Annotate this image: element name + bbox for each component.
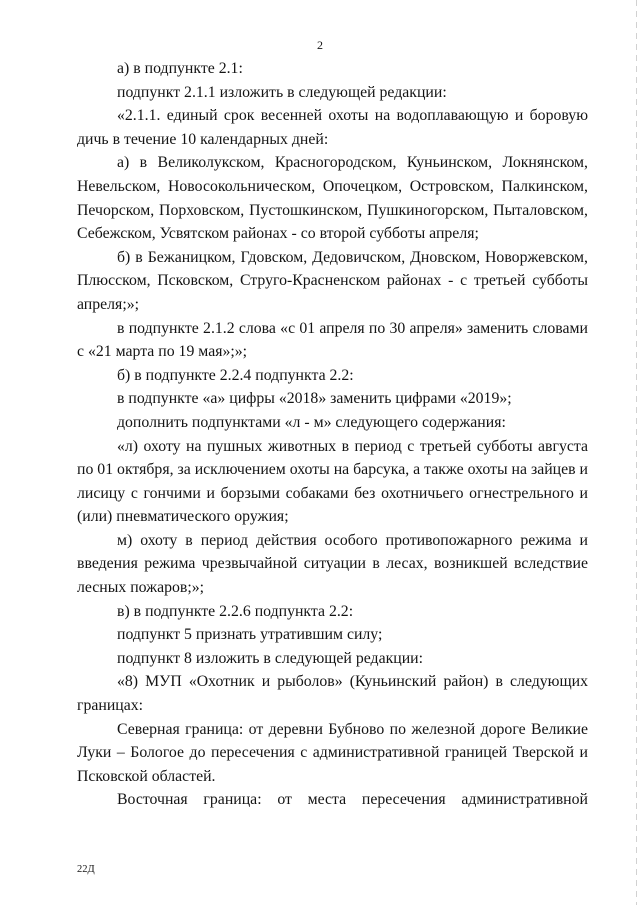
footer-code: 22Д xyxy=(77,864,95,875)
paragraph: подпункт 5 признать утратившим силу; xyxy=(117,626,383,644)
paragraph: в подпункте «а» цифры «2018» заменить цифрами «2019»; xyxy=(117,390,512,408)
paragraph: б) в Бежаницком, Гдовском, Дедовичском, Дновском, Новоржевском, Плюсском, Псковском, Струго-Красненском районах - с третьей субботы апреля;»; xyxy=(77,248,588,313)
paragraph: «2.1.1. единый срок весенней охоты на водоплавающую и боровую дичь в течение 10 календарных дней: xyxy=(77,107,588,148)
page-number: 2 xyxy=(317,38,323,52)
paragraph: Северная граница: от деревни Бубново по железной дороге Великие Луки – Бологое до пересечения с административной границей Тверской и Псковской областей. xyxy=(77,720,588,785)
scan-edge xyxy=(636,0,637,905)
document-body xyxy=(77,57,588,812)
paragraph: дополнить подпунктами «л - м» следующего содержания: xyxy=(117,413,506,431)
paragraph: а) в подпункте 2.1: xyxy=(117,60,243,77)
paragraph: подпункт 2.1.1 изложить в следующей редакции: xyxy=(117,83,447,101)
paragraph: б) в подпункте 2.2.4 подпункта 2.2: xyxy=(117,366,354,384)
paragraph: а) в Великолукском, Красногородском, Куньинском, Локнянском, Невельском, Новосокольническом, Опочецком, Островском, Палкинском, Печорском, Порховском, Пустошкинском, Пушкиногорском, Пыталовском, Себежском, Усвятском районах - со второй субботы апреля; xyxy=(77,154,588,243)
paragraph: «8) МУП «Охотник и рыболов» (Куньинский район) в следующих границах: xyxy=(77,673,588,715)
paragraph: «л) охоту на пушных животных в период с третьей субботы августа по 01 октября, за исключением охоты на барсука, а также охоты на зайцев и лисицу с гончими и борзыми собаками без охотничьего огнестрельного и (или) пневматического оружия; xyxy=(77,437,588,526)
paragraph: Восточная граница: от места пересечения административной xyxy=(117,791,588,809)
paragraph: в) в подпункте 2.2.6 подпункта 2.2: xyxy=(117,602,354,620)
paragraph: в подпункте 2.1.2 слова «с 01 апреля по 30 апреля» заменить словами с «21 марта по 19 мая»;»; xyxy=(77,319,588,361)
paragraph: подпункт 8 изложить в следующей редакции: xyxy=(117,649,424,667)
paragraph: м) охоту в период действия особого противопожарного режима и введения режима чрезвычайной ситуации в лесах, возникшей вследствие лесных пожаров;»; xyxy=(77,531,588,597)
